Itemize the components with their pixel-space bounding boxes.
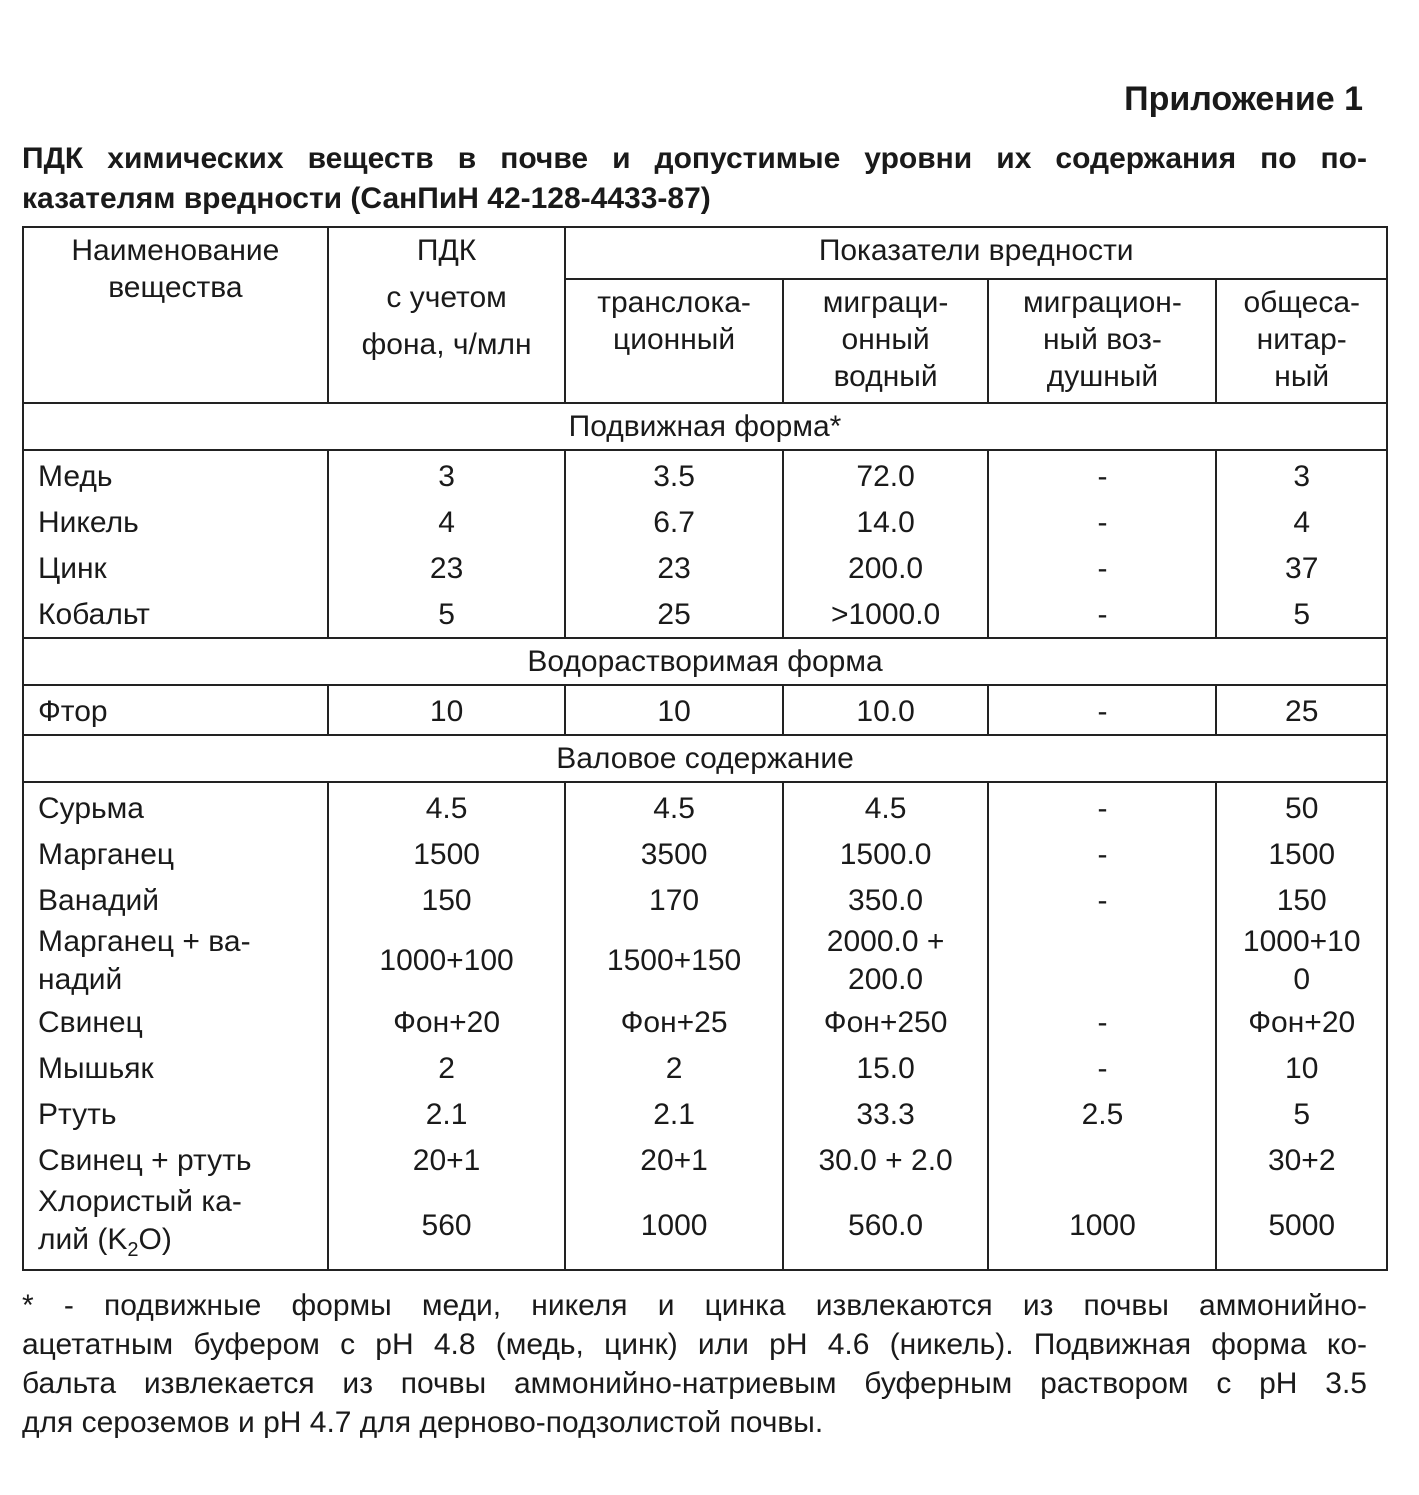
header-hazard-indicators: Показатели вредности — [565, 227, 1387, 279]
formula-text: O) — [138, 1223, 172, 1256]
cell-general-sanitary: 3 — [1216, 450, 1387, 499]
title-line-2: казателям вредности (СанПиН 42-128-4433-87) — [22, 182, 711, 215]
cell-migration-air: 2.5 — [988, 1091, 1216, 1137]
cell-pdk: 23 — [328, 545, 566, 591]
section-mobile-form: Подвижная форма* — [23, 403, 1387, 450]
header-text: водный — [833, 360, 938, 393]
cell-migration-water: 15.0 — [783, 1045, 989, 1091]
header-pdk — [328, 227, 566, 403]
header-text: общеса- — [1243, 286, 1361, 319]
footnote-line: * - подвижные формы меди, никеля и цинка извлекаются из почвы аммонийно- — [22, 1289, 1367, 1322]
substance-name: Марганец — [23, 831, 328, 877]
section-gross-content: Валовое содержание — [23, 735, 1387, 782]
cell-migration-water: Фон+250 — [783, 999, 989, 1045]
section-row — [23, 403, 1387, 450]
section-water-soluble-form: Водорастворимая форма — [23, 638, 1387, 685]
cell-translocation: 170 — [565, 877, 782, 923]
cell-general-sanitary: 1500 — [1216, 831, 1387, 877]
cell-translocation: 1500+150 — [565, 923, 782, 999]
substance-name: Ртуть — [23, 1091, 328, 1137]
cell-translocation: 1000 — [565, 1183, 782, 1270]
header-migration-water — [783, 279, 989, 403]
cell-pdk: Фон+20 — [328, 999, 566, 1045]
cell-general-sanitary: 37 — [1216, 545, 1387, 591]
substance-name: Свинец + ртуть — [23, 1137, 328, 1183]
cell-migration-water: 10.0 — [783, 685, 989, 735]
table-row — [23, 877, 1387, 923]
cell-pdk: 4.5 — [328, 782, 566, 831]
cell-general-sanitary — [1216, 923, 1387, 999]
header-text: миграцион- — [1022, 286, 1182, 319]
cell-pdk: 1500 — [328, 831, 566, 877]
cell-migration-water: >1000.0 — [783, 591, 989, 638]
cell-migration-air: - — [988, 685, 1216, 735]
cell-translocation: 25 — [565, 591, 782, 638]
cell-translocation: 3500 — [565, 831, 782, 877]
cell-pdk: 560 — [328, 1183, 566, 1270]
cell-general-sanitary: 4 — [1216, 499, 1387, 545]
cell-pdk: 5 — [328, 591, 566, 638]
cell-migration-water: 30.0 + 2.0 — [783, 1137, 989, 1183]
table-row — [23, 450, 1387, 499]
substance-name: Ванадий — [23, 877, 328, 923]
table-row — [23, 999, 1387, 1045]
footnote — [22, 1286, 1367, 1442]
cell-migration-air: - — [988, 545, 1216, 591]
table-row — [23, 923, 1387, 999]
header-text: ционный — [613, 323, 736, 356]
substance-name: Кобальт — [23, 591, 328, 638]
cell-migration-water: 200.0 — [783, 545, 989, 591]
cell-migration-air — [988, 923, 1216, 999]
cell-migration-water: 560.0 — [783, 1183, 989, 1270]
header-text: вещества — [108, 271, 243, 304]
section-row — [23, 638, 1387, 685]
cell-migration-air: - — [988, 591, 1216, 638]
cell-migration-air — [988, 1137, 1216, 1183]
cell-migration-water: 4.5 — [783, 782, 989, 831]
cell-translocation: 3.5 — [565, 450, 782, 499]
table-row — [23, 1137, 1387, 1183]
cell-translocation: 10 — [565, 685, 782, 735]
pdk-table — [22, 226, 1388, 1271]
cell-translocation: Фон+25 — [565, 999, 782, 1045]
cell-general-sanitary: 150 — [1216, 877, 1387, 923]
header-substance-name — [23, 227, 328, 403]
cell-translocation: 23 — [565, 545, 782, 591]
header-text: ный воз- — [1042, 323, 1162, 356]
cell-migration-air: - — [988, 1045, 1216, 1091]
header-text: нитар- — [1256, 323, 1347, 356]
table-row — [23, 782, 1387, 831]
table-row — [23, 1091, 1387, 1137]
cell-pdk: 2.1 — [328, 1091, 566, 1137]
substance-name: Сурьма — [23, 782, 328, 831]
header-text: фона, ч/млн — [361, 328, 532, 361]
cell-pdk: 1000+100 — [328, 923, 566, 999]
cell-general-sanitary: 25 — [1216, 685, 1387, 735]
cell-general-sanitary: 5 — [1216, 1091, 1387, 1137]
cell-migration-air: 1000 — [988, 1183, 1216, 1270]
cell-migration-air: - — [988, 782, 1216, 831]
header-text: онный — [841, 323, 930, 356]
cell-migration-water: 350.0 — [783, 877, 989, 923]
cell-migration-air: - — [988, 999, 1216, 1045]
formula-text: лий (K — [38, 1223, 128, 1256]
substance-name-line: надий — [38, 963, 123, 996]
cell-migration-water: 72.0 — [783, 450, 989, 499]
cell-pdk: 150 — [328, 877, 566, 923]
cell-general-sanitary: 10 — [1216, 1045, 1387, 1091]
cell-general-sanitary: 50 — [1216, 782, 1387, 831]
cell-migration-water: 1500.0 — [783, 831, 989, 877]
cell-pdk: 10 — [328, 685, 566, 735]
cell-migration-water: 33.3 — [783, 1091, 989, 1137]
substance-name-line: Хлористый ка- — [38, 1185, 242, 1218]
table-row — [23, 591, 1387, 638]
cell-translocation: 20+1 — [565, 1137, 782, 1183]
cell-line: 1000+10 — [1242, 925, 1361, 958]
footnote-line: ацетатным буфером с pH 4.8 (медь, цинк) или pH 4.6 (никель). Подвижная форма ко- — [22, 1328, 1367, 1361]
cell-pdk: 3 — [328, 450, 566, 499]
cell-translocation: 2 — [565, 1045, 782, 1091]
header-text: Наименование — [71, 234, 280, 267]
cell-translocation: 2.1 — [565, 1091, 782, 1137]
cell-pdk: 4 — [328, 499, 566, 545]
cell-migration-water — [783, 923, 989, 999]
page-title — [22, 139, 1367, 219]
header-text: ПДК — [416, 234, 477, 267]
cell-pdk: 2 — [328, 1045, 566, 1091]
substance-name: Цинк — [23, 545, 328, 591]
table-row — [23, 499, 1387, 545]
cell-pdk: 20+1 — [328, 1137, 566, 1183]
table-row — [23, 831, 1387, 877]
cell-general-sanitary: Фон+20 — [1216, 999, 1387, 1045]
cell-general-sanitary: 30+2 — [1216, 1137, 1387, 1183]
cell-line: 200.0 — [848, 963, 924, 996]
appendix-label: Приложение 1 — [1124, 80, 1363, 118]
table-row — [23, 545, 1387, 591]
table-row — [23, 1045, 1387, 1091]
substance-name: Мышьяк — [23, 1045, 328, 1091]
header-text: с учетом — [386, 281, 507, 314]
cell-general-sanitary: 5000 — [1216, 1183, 1387, 1270]
header-row-1 — [23, 227, 1387, 279]
table-row — [23, 685, 1387, 735]
cell-line: 2000.0 + — [826, 925, 945, 958]
table-row — [23, 1183, 1387, 1270]
substance-name-line: Марганец + ва- — [38, 925, 251, 958]
cell-migration-air: - — [988, 877, 1216, 923]
substance-name: Свинец — [23, 999, 328, 1045]
formula-subscript: 2 — [127, 1239, 139, 1261]
cell-translocation: 6.7 — [565, 499, 782, 545]
header-text: транслока- — [597, 286, 751, 319]
header-text: ный — [1274, 360, 1330, 393]
cell-translocation: 4.5 — [565, 782, 782, 831]
header-translocation — [565, 279, 782, 403]
title-line-1: ПДК химических веществ в почве и допустимые уровни их содержания по по- — [22, 142, 1367, 175]
header-migration-air — [988, 279, 1216, 403]
cell-migration-air: - — [988, 450, 1216, 499]
cell-migration-air: - — [988, 499, 1216, 545]
footnote-line: бальта извлекается из почвы аммонийно-натриевым буферным раствором с pH 3.5 — [22, 1367, 1367, 1400]
substance-name — [23, 1183, 328, 1270]
substance-name — [23, 923, 328, 999]
substance-name: Никель — [23, 499, 328, 545]
cell-migration-air: - — [988, 831, 1216, 877]
footnote-line: для сероземов и pH 4.7 для дерново-подзолистой почвы. — [22, 1406, 824, 1439]
header-general-sanitary — [1216, 279, 1387, 403]
cell-line: 0 — [1293, 963, 1311, 996]
cell-migration-water: 14.0 — [783, 499, 989, 545]
substance-name: Медь — [23, 450, 328, 499]
substance-name-line — [38, 1221, 321, 1269]
header-text: душный — [1046, 360, 1159, 393]
header-text: миграци- — [822, 286, 949, 319]
cell-general-sanitary: 5 — [1216, 591, 1387, 638]
substance-name: Фтор — [23, 685, 328, 735]
section-row — [23, 735, 1387, 782]
